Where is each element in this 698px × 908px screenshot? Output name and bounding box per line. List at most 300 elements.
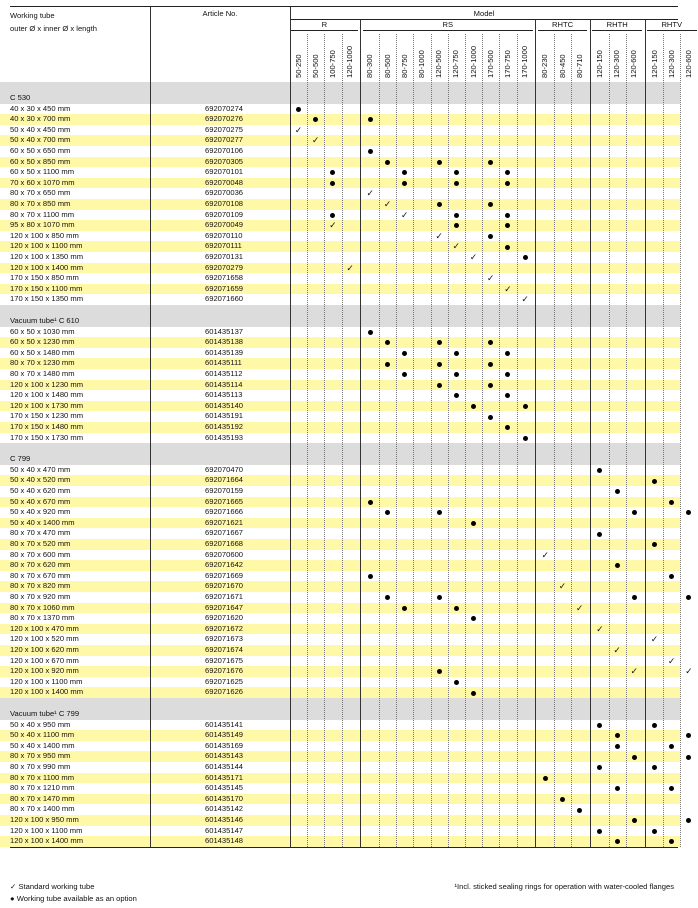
subcolumn-label: 170-500	[485, 50, 495, 78]
table-row	[0, 592, 680, 603]
section-row	[0, 709, 680, 720]
article-number: 692071621	[205, 517, 244, 527]
article-number: 601435146	[205, 815, 244, 824]
column-header-working-tube	[10, 9, 97, 35]
tube-size: 120 x 100 x 1350 mm	[10, 252, 84, 261]
subcolumn-label: 50-250	[293, 54, 303, 78]
table-row	[0, 720, 680, 731]
subcolumn-header	[646, 34, 663, 78]
tube-size: 120 x 100 x 1400 mm	[10, 262, 84, 272]
table-row	[0, 380, 680, 391]
table-row	[0, 157, 680, 168]
subcolumn-divider	[663, 34, 664, 847]
standard-check-icon: ✓	[469, 252, 478, 262]
subcolumn-label: 80-300	[365, 54, 375, 78]
subcolumn-label: 120-1000	[468, 45, 478, 78]
standard-check-icon: ✓	[435, 230, 443, 241]
optional-dot-icon	[362, 146, 379, 157]
optional-dot-icon	[517, 433, 534, 444]
top-rule	[10, 6, 678, 7]
optional-dot-icon	[499, 220, 516, 231]
article-number: 692070305	[205, 156, 244, 166]
table-row	[0, 539, 680, 550]
tube-size: 40 x 30 x 450 mm	[10, 103, 71, 113]
subcolumn-divider	[396, 34, 397, 847]
standard-check-icon: ✓	[630, 666, 639, 677]
subcolumn-divider	[482, 34, 483, 847]
article-number: 692071666	[205, 507, 244, 517]
tube-size: 60 x 50 x 1230 mm	[10, 337, 75, 347]
optional-dot-icon	[537, 773, 554, 784]
subcolumn-label: 120-600	[629, 50, 639, 78]
standard-check-icon: ✓	[504, 283, 512, 294]
tube-size: 50 x 40 x 1100 mm	[10, 730, 75, 740]
article-number: 692070131	[205, 252, 244, 261]
article-number: 692070036	[205, 188, 244, 198]
tube-size: 120 x 100 x 1230 mm	[10, 379, 84, 389]
subcolumn-header	[517, 34, 534, 78]
tube-size: 170 x 150 x 850 mm	[10, 273, 79, 283]
subcolumn-header	[413, 34, 430, 78]
subcolumn-divider	[307, 34, 308, 847]
article-number: 601435137	[205, 326, 244, 336]
optional-dot-icon	[482, 380, 499, 391]
optional-dot-icon	[431, 507, 448, 518]
article-number: 692071669	[205, 570, 244, 580]
subcolumn-divider	[465, 34, 466, 847]
table-row	[0, 497, 680, 508]
optional-dot-icon	[499, 369, 516, 380]
subcolumn-divider	[535, 20, 536, 847]
tube-size: 120 x 100 x 950 mm	[10, 815, 79, 824]
article-number: 692070048	[205, 177, 244, 187]
subcolumn-divider	[448, 34, 449, 847]
optional-dot-icon	[517, 252, 534, 263]
table-row	[0, 645, 680, 656]
tube-size: 50 x 40 x 920 mm	[10, 507, 71, 517]
tube-size: 60 x 50 x 1480 mm	[10, 347, 75, 357]
tube-size: 80 x 70 x 670 mm	[10, 570, 71, 580]
section-spacer	[0, 698, 680, 709]
table-row	[0, 390, 680, 401]
article-number: 692070109	[205, 209, 244, 219]
section-title: Vacuum tube¹ C 799	[10, 709, 80, 718]
optional-dot-icon	[499, 422, 516, 433]
optional-dot-icon	[646, 539, 663, 550]
subcolumn-header	[448, 34, 465, 78]
optional-dot-icon	[307, 114, 324, 125]
tube-size: 80 x 70 x 600 mm	[10, 549, 71, 559]
article-number: 601435113	[205, 390, 243, 400]
section-row	[0, 454, 680, 465]
table-row	[0, 433, 680, 444]
subcolumn-label: 80-230	[540, 54, 550, 78]
table-row	[0, 518, 680, 529]
optional-dot-icon	[431, 199, 448, 210]
optional-dot-icon	[431, 592, 448, 603]
article-number: 601435191	[205, 411, 244, 421]
optional-dot-icon	[448, 220, 465, 231]
optional-dot-icon	[609, 730, 626, 741]
article-number: 692070049	[205, 220, 244, 230]
table-row	[0, 401, 680, 412]
optional-dot-icon	[646, 826, 663, 837]
subcolumn-divider	[379, 34, 380, 847]
section-spacer	[0, 305, 680, 316]
table-row	[0, 411, 680, 422]
standard-check-icon: ✓	[400, 209, 409, 220]
table-row	[0, 571, 680, 582]
table-row	[0, 465, 680, 476]
table-row	[0, 104, 680, 115]
table-row	[0, 348, 680, 359]
subcolumn-header	[499, 34, 516, 78]
article-number: 601435149	[205, 730, 244, 740]
article-number: 601435170	[205, 793, 244, 803]
footnote: ¹Incl. sticked sealing rings for operation with water-cooled flanges	[454, 882, 674, 891]
legend-standard: ✓ Standard working tube	[10, 882, 95, 891]
tube-size: 170 x 150 x 1480 mm	[10, 422, 84, 431]
optional-dot-icon	[362, 497, 379, 508]
article-number: 601435145	[205, 783, 244, 793]
optional-dot-icon	[663, 783, 680, 794]
subcolumn-label: 120-500	[434, 50, 444, 78]
table-row	[0, 773, 680, 784]
standard-check-icon: ✓	[294, 124, 303, 135]
model-group-rhtv: RHTV	[661, 20, 683, 29]
optional-dot-icon	[609, 741, 626, 752]
optional-dot-icon	[362, 571, 379, 582]
table-row	[0, 634, 680, 645]
optional-dot-icon	[663, 497, 680, 508]
tube-size: 80 x 70 x 1400 mm	[10, 804, 75, 814]
table-row	[0, 783, 680, 794]
article-number: 692071665	[205, 496, 244, 506]
tube-size: 120 x 100 x 1480 mm	[10, 390, 84, 400]
article-number: 601435112	[205, 369, 243, 378]
subcolumn-header	[591, 34, 608, 78]
optional-dot-icon	[379, 358, 396, 369]
optional-dot-icon	[448, 210, 465, 221]
optional-dot-icon	[482, 157, 499, 168]
optional-dot-icon	[448, 167, 465, 178]
bottom-rule	[10, 847, 678, 848]
standard-check-icon: ✓	[329, 220, 337, 231]
subcolumn-divider	[431, 34, 432, 847]
tube-size: 80 x 70 x 990 mm	[10, 762, 71, 771]
standard-check-icon: ✓	[575, 602, 584, 613]
tube-size: 120 x 100 x 520 mm	[10, 634, 79, 644]
optional-dot-icon	[591, 465, 608, 476]
tube-size: 80 x 70 x 1100 mm	[10, 209, 75, 219]
article-number: 692070277	[205, 135, 244, 145]
tube-size: 170 x 150 x 1350 mm	[10, 294, 84, 304]
optional-dot-icon	[482, 337, 499, 348]
article-number: 692071671	[205, 592, 244, 601]
optional-dot-icon	[680, 507, 697, 518]
optional-dot-icon	[626, 751, 643, 762]
article-number: 692070110	[205, 230, 243, 240]
optional-dot-icon	[591, 720, 608, 731]
article-number: 692071676	[205, 666, 244, 676]
article-number: 692071658	[205, 273, 244, 283]
table-row	[0, 762, 680, 773]
tube-size: 50 x 40 x 620 mm	[10, 486, 71, 495]
table-row	[0, 624, 680, 635]
tube-size: 170 x 150 x 1730 mm	[10, 432, 84, 442]
table-row	[0, 528, 680, 539]
subcolumn-divider	[554, 34, 555, 847]
subcolumn-header	[290, 34, 307, 78]
tube-size: 120 x 100 x 1100 mm	[10, 825, 83, 835]
optional-dot-icon	[379, 592, 396, 603]
table-row	[0, 422, 680, 433]
subcolumn-divider	[360, 20, 361, 847]
group-underline	[363, 30, 533, 31]
optional-dot-icon	[680, 751, 697, 762]
section-title: C 530	[10, 93, 31, 102]
optional-dot-icon	[663, 836, 680, 847]
table-row	[0, 794, 680, 805]
table-row	[0, 475, 680, 486]
table-row	[0, 581, 680, 592]
optional-dot-icon	[499, 210, 516, 221]
subcolumn-divider	[680, 34, 681, 847]
tube-size: 80 x 70 x 850 mm	[10, 199, 71, 208]
optional-dot-icon	[499, 178, 516, 189]
group-underline	[647, 30, 697, 31]
table-row	[0, 741, 680, 752]
tube-size: 170 x 150 x 1230 mm	[10, 411, 84, 421]
optional-dot-icon	[431, 337, 448, 348]
tube-size: 80 x 70 x 1470 mm	[10, 793, 75, 803]
table-row	[0, 294, 680, 305]
article-number: 692071660	[205, 294, 244, 304]
table-row	[0, 507, 680, 518]
article-number: 692070111	[205, 241, 242, 251]
optional-dot-icon	[465, 518, 482, 529]
table-row	[0, 836, 680, 847]
tube-size: 80 x 70 x 1060 mm	[10, 602, 75, 612]
table-row	[0, 188, 680, 199]
optional-dot-icon	[379, 157, 396, 168]
optional-dot-icon	[499, 390, 516, 401]
tube-size: 50 x 40 x 670 mm	[10, 496, 71, 506]
tube-size: 50 x 40 x 950 mm	[10, 719, 71, 729]
column-header-article: Article No.	[202, 9, 238, 18]
article-number: 601435142	[205, 804, 244, 814]
group-underline	[538, 30, 588, 31]
optional-dot-icon	[448, 390, 465, 401]
tube-size: 80 x 70 x 820 mm	[10, 581, 71, 591]
tube-size: 80 x 70 x 650 mm	[10, 188, 71, 198]
article-number: 601435169	[205, 740, 244, 750]
tube-size: 95 x 80 x 1070 mm	[10, 220, 75, 230]
section-row	[0, 93, 680, 104]
standard-check-icon: ✓	[311, 135, 320, 146]
tube-size: 120 x 100 x 1400 mm	[10, 687, 84, 697]
optional-dot-icon	[362, 114, 379, 125]
article-number: 692070101	[205, 167, 244, 177]
optional-dot-icon	[591, 826, 608, 837]
table-row	[0, 656, 680, 667]
tube-size: 60 x 50 x 850 mm	[10, 156, 71, 166]
subcolumn-header	[307, 34, 324, 78]
table-row	[0, 369, 680, 380]
section-title: Vacuum tube¹ C 610	[10, 316, 80, 325]
subcolumn-label: 80-1000	[416, 50, 426, 78]
article-number: 692070108	[205, 199, 244, 208]
subcolumn-header	[554, 34, 571, 78]
optional-dot-icon	[499, 241, 516, 252]
table-row	[0, 263, 680, 274]
subcolumn-divider	[626, 34, 627, 847]
tube-size: 80 x 70 x 1370 mm	[10, 613, 75, 623]
table-row	[0, 125, 680, 136]
tube-size: 120 x 100 x 1730 mm	[10, 400, 84, 410]
optional-dot-icon	[499, 348, 516, 359]
optional-dot-icon	[448, 348, 465, 359]
tube-size: 60 x 50 x 650 mm	[10, 146, 71, 155]
article-number: 692071670	[205, 581, 244, 591]
article-number: 692071626	[205, 687, 244, 697]
tube-size: 80 x 70 x 520 mm	[10, 539, 71, 548]
table-row	[0, 677, 680, 688]
table-row	[0, 199, 680, 210]
column-divider	[150, 6, 151, 847]
optional-dot-icon	[431, 358, 448, 369]
article-number: 601435143	[205, 751, 244, 761]
article-number: 692070274	[205, 103, 244, 113]
optional-dot-icon	[482, 411, 499, 422]
standard-check-icon: ✓	[486, 273, 495, 284]
tube-size: 120 x 100 x 850 mm	[10, 230, 79, 240]
tube-size: 70 x 60 x 1070 mm	[10, 177, 75, 187]
group-underline	[592, 30, 642, 31]
table-row	[0, 550, 680, 561]
subcolumn-header	[324, 34, 341, 78]
article-number: 692071667	[205, 528, 244, 538]
table-row	[0, 687, 680, 698]
optional-dot-icon	[571, 804, 588, 815]
subcolumn-label: 100-750	[327, 50, 337, 78]
optional-dot-icon	[609, 783, 626, 794]
section-spacer	[0, 443, 680, 454]
optional-dot-icon	[680, 730, 697, 741]
article-number: 692071647	[205, 602, 244, 612]
article-number: 692071642	[205, 560, 244, 570]
table-row	[0, 603, 680, 614]
optional-dot-icon	[482, 358, 499, 369]
article-number: 601435140	[205, 400, 244, 410]
tube-size: 60 x 50 x 1030 mm	[10, 326, 75, 336]
model-group-r: R	[321, 20, 328, 29]
tube-size: 50 x 40 x 450 mm	[10, 124, 71, 134]
tube-size: 120 x 100 x 670 mm	[10, 655, 79, 665]
optional-dot-icon	[324, 167, 341, 178]
subcolumn-label: 120-150	[594, 50, 604, 78]
article-number: 601435138	[205, 337, 244, 347]
tube-size: 120 x 100 x 620 mm	[10, 645, 79, 654]
table-row	[0, 327, 680, 338]
optional-dot-icon	[591, 762, 608, 773]
optional-dot-icon	[379, 507, 396, 518]
tube-size: 40 x 30 x 700 mm	[10, 114, 71, 124]
optional-dot-icon	[591, 528, 608, 539]
optional-dot-icon	[465, 687, 482, 698]
model-group-rhth: RHTH	[606, 20, 628, 29]
subcolumn-divider	[499, 34, 500, 847]
optional-dot-icon	[663, 741, 680, 752]
table-row	[0, 273, 680, 284]
table-row	[0, 241, 680, 252]
table-row	[0, 815, 680, 826]
tube-size: 50 x 40 x 700 mm	[10, 135, 71, 145]
optional-dot-icon	[609, 486, 626, 497]
optional-dot-icon	[646, 720, 663, 731]
subcolumn-header	[482, 34, 499, 78]
standard-check-icon: ✓	[558, 581, 567, 592]
subcolumn-label: 80-710	[574, 54, 584, 78]
optional-dot-icon	[448, 178, 465, 189]
table-row	[0, 613, 680, 624]
subcolumn-label: 120-300	[666, 50, 676, 78]
optional-dot-icon	[324, 178, 341, 189]
article-number: 692071659	[205, 283, 244, 293]
article-number: 692071672	[205, 623, 244, 633]
subcolumn-label: 120-300	[612, 50, 622, 78]
optional-dot-icon	[448, 603, 465, 614]
table-row	[0, 284, 680, 295]
tube-size: 50 x 40 x 1400 mm	[10, 740, 75, 750]
article-number: 601435139	[205, 347, 244, 357]
standard-check-icon: ✓	[541, 549, 550, 560]
optional-dot-icon	[517, 401, 534, 412]
article-number: 692070276	[205, 114, 244, 124]
table-row	[0, 210, 680, 221]
standard-check-icon: ✓	[650, 634, 659, 645]
subcolumn-header	[537, 34, 554, 78]
header-line-1: Working tube	[10, 11, 55, 20]
subcolumn-header	[465, 34, 482, 78]
standard-check-icon: ✓	[521, 294, 529, 305]
tube-size: 170 x 150 x 1100 mm	[10, 283, 83, 293]
optional-dot-icon	[646, 475, 663, 486]
table-row	[0, 666, 693, 677]
tube-size: 120 x 100 x 470 mm	[10, 623, 79, 633]
table-row	[0, 358, 680, 369]
section-title: C 799	[10, 454, 31, 464]
table-row	[0, 146, 680, 157]
optional-dot-icon	[465, 613, 482, 624]
model-rule	[290, 19, 678, 20]
standard-check-icon: ✓	[346, 262, 354, 273]
tube-size: 80 x 70 x 950 mm	[10, 751, 71, 761]
optional-dot-icon	[431, 666, 448, 677]
optional-dot-icon	[362, 327, 379, 338]
subcolumn-header	[680, 34, 697, 78]
standard-check-icon: ✓	[383, 199, 392, 209]
tube-size: 80 x 70 x 1100 mm	[10, 772, 75, 782]
optional-dot-icon	[431, 380, 448, 391]
standard-check-icon: ✓	[613, 645, 621, 655]
subcolumn-label: 120-750	[451, 50, 461, 78]
optional-dot-icon	[448, 369, 465, 380]
article-number: 692070275	[205, 124, 244, 134]
tube-size: 50 x 40 x 470 mm	[10, 464, 71, 474]
standard-check-icon: ✓	[667, 655, 676, 666]
optional-dot-icon	[482, 199, 499, 210]
